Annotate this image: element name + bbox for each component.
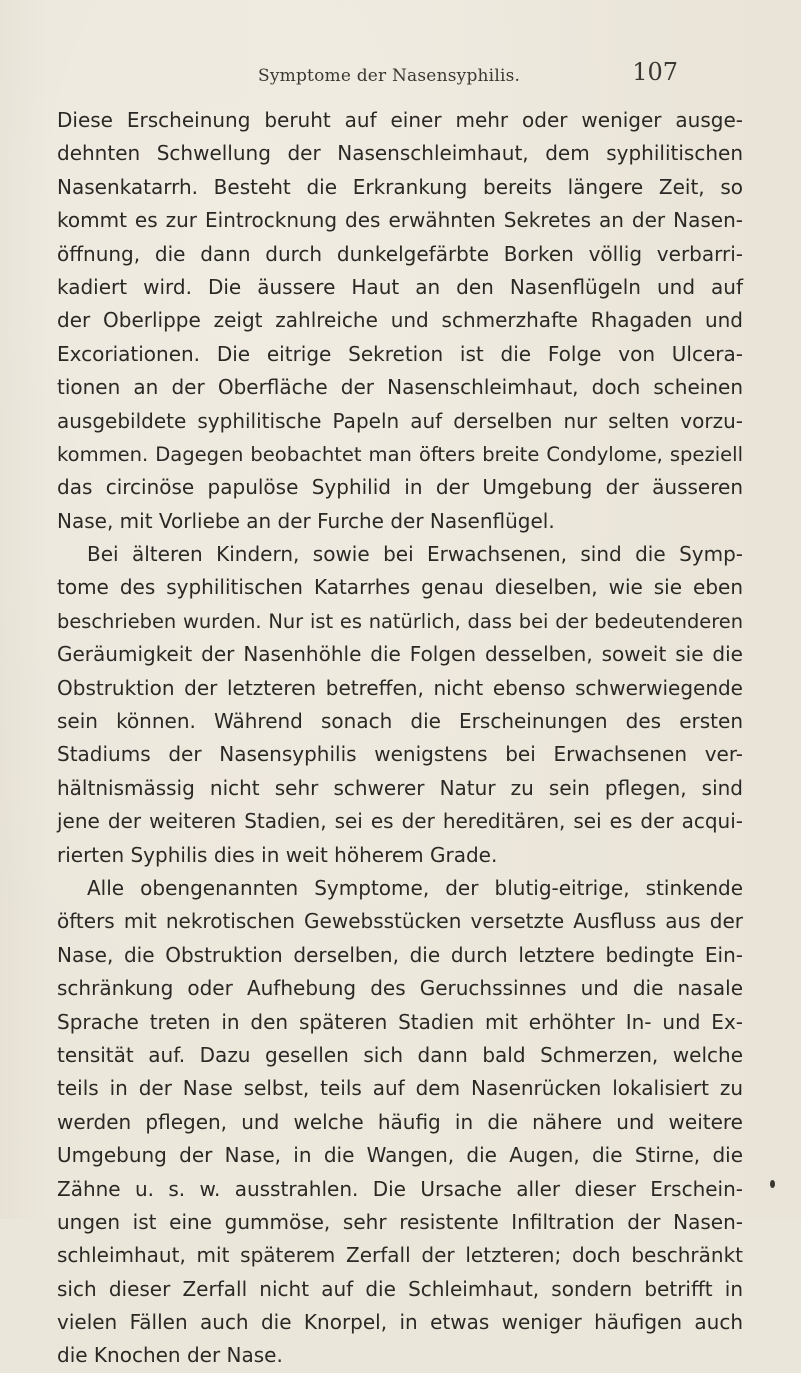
text-line: sein können. Während sonach die Erscheinungen des ersten	[57, 709, 743, 734]
text-line: kommen. Dagegen beobachtet man öfters breite Condylome, speziell	[57, 442, 743, 466]
text-line: jene der weiteren Stadien, sei es der hereditären, sei es der acqui-	[57, 809, 743, 834]
text-line: tensität auf. Dazu gesellen sich dann bald Schmerzen, welche	[57, 1042, 743, 1067]
paragraph-start-line: Alle obengenannten Symptome, der blutig-eitrige, stinkende	[87, 875, 743, 900]
text-line: öfters mit nekrotischen Gewebsstücken versetzte Ausfluss aus der	[57, 909, 743, 934]
text-line: sich dieser Zerfall nicht auf die Schleimhaut, sondern betrifft in	[57, 1276, 743, 1301]
text-line: Geräumigkeit der Nasenhöhle die Folgen desselben, soweit sie die	[57, 642, 743, 667]
text-line: das circinöse papulöse Syphilid in der Umgebung der äusseren	[57, 475, 743, 500]
text-line: Nasenkatarrh. Besteht die Erkrankung bereits längere Zeit, so	[57, 174, 743, 199]
text-line: Stadiums der Nasensyphilis wenigstens bei Erwachsenen ver-	[57, 742, 743, 767]
text-line: Nase, die Obstruktion derselben, die durch letztere bedingte Ein-	[57, 942, 743, 967]
body-text	[57, 104, 743, 1373]
text-line: hältnismässig nicht sehr schwerer Natur zu sein pflegen, sind	[57, 775, 743, 800]
text-line: der Oberlippe zeigt zahlreiche und schmerzhafte Rhagaden und	[57, 308, 743, 333]
paragraph-end-line: die Knochen der Nase.	[57, 1343, 283, 1368]
text-line: Zähne u. s. w. ausstrahlen. Die Ursache aller dieser Erschein-	[57, 1176, 743, 1201]
text-line: tome des syphilitischen Katarrhes genau dieselben, wie sie eben	[57, 575, 743, 600]
text-line: vielen Fällen auch die Knorpel, in etwas weniger häufigen auch	[57, 1310, 743, 1335]
text-line: schleimhaut, mit späterem Zerfall der letzteren; doch beschränkt	[57, 1243, 743, 1268]
text-line: schränkung oder Aufhebung des Geruchssinnes und die nasale	[57, 976, 743, 1001]
text-line: Sprache treten in den späteren Stadien mit erhöhter In- und Ex-	[57, 1009, 743, 1034]
text-line: Excoriationen. Die eitrige Sekretion ist die Folge von Ulcera-	[57, 341, 743, 366]
page-header	[258, 58, 678, 94]
text-line: Umgebung der Nase, in die Wangen, die Augen, die Stirne, die	[57, 1143, 743, 1168]
text-line: tionen an der Oberfläche der Nasenschleimhaut, doch scheinen	[57, 375, 743, 400]
ink-spot	[770, 1180, 775, 1188]
paragraph-start-line: Bei älteren Kindern, sowie bei Erwachsenen, sind die Symp-	[87, 542, 743, 567]
text-line: beschrieben wurden. Nur ist es natürlich, dass bei der bedeutenderen	[57, 609, 743, 633]
text-line: kommt es zur Eintrocknung des erwähnten Sekretes an der Nasen-	[57, 208, 743, 233]
text-line: kadiert wird. Die äussere Haut an den Nasenflügeln und auf	[57, 274, 743, 299]
paragraph-end-line: rierten Syphilis dies in weit höherem Grade.	[57, 842, 498, 867]
running-head: Symptome der Nasensyphilis.	[258, 66, 521, 86]
text-line: ungen ist eine gummöse, sehr resistente Infiltration der Nasen-	[57, 1209, 743, 1234]
text-line: ausgebildete syphilitische Papeln auf derselben nur selten vorzu-	[57, 408, 743, 433]
paragraph-end-line: Nase, mit Vorliebe an der Furche der Nasenflügel.	[57, 508, 555, 533]
text-line: Obstruktion der letzteren betreffen, nicht ebenso schwerwiegende	[57, 675, 743, 700]
text-line: teils in der Nase selbst, teils auf dem Nasenrücken lokalisiert zu	[57, 1076, 743, 1101]
text-line: Diese Erscheinung beruht auf einer mehr oder weniger ausge-	[57, 108, 743, 132]
page-number: 107	[632, 58, 678, 86]
text-line: werden pflegen, und welche häufig in die nähere und weitere	[57, 1109, 743, 1134]
text-line: öffnung, die dann durch dunkelgefärbte Borken völlig verbarri-	[57, 241, 743, 266]
text-line: dehnten Schwellung der Nasenschleimhaut, dem syphilitischen	[57, 141, 743, 166]
